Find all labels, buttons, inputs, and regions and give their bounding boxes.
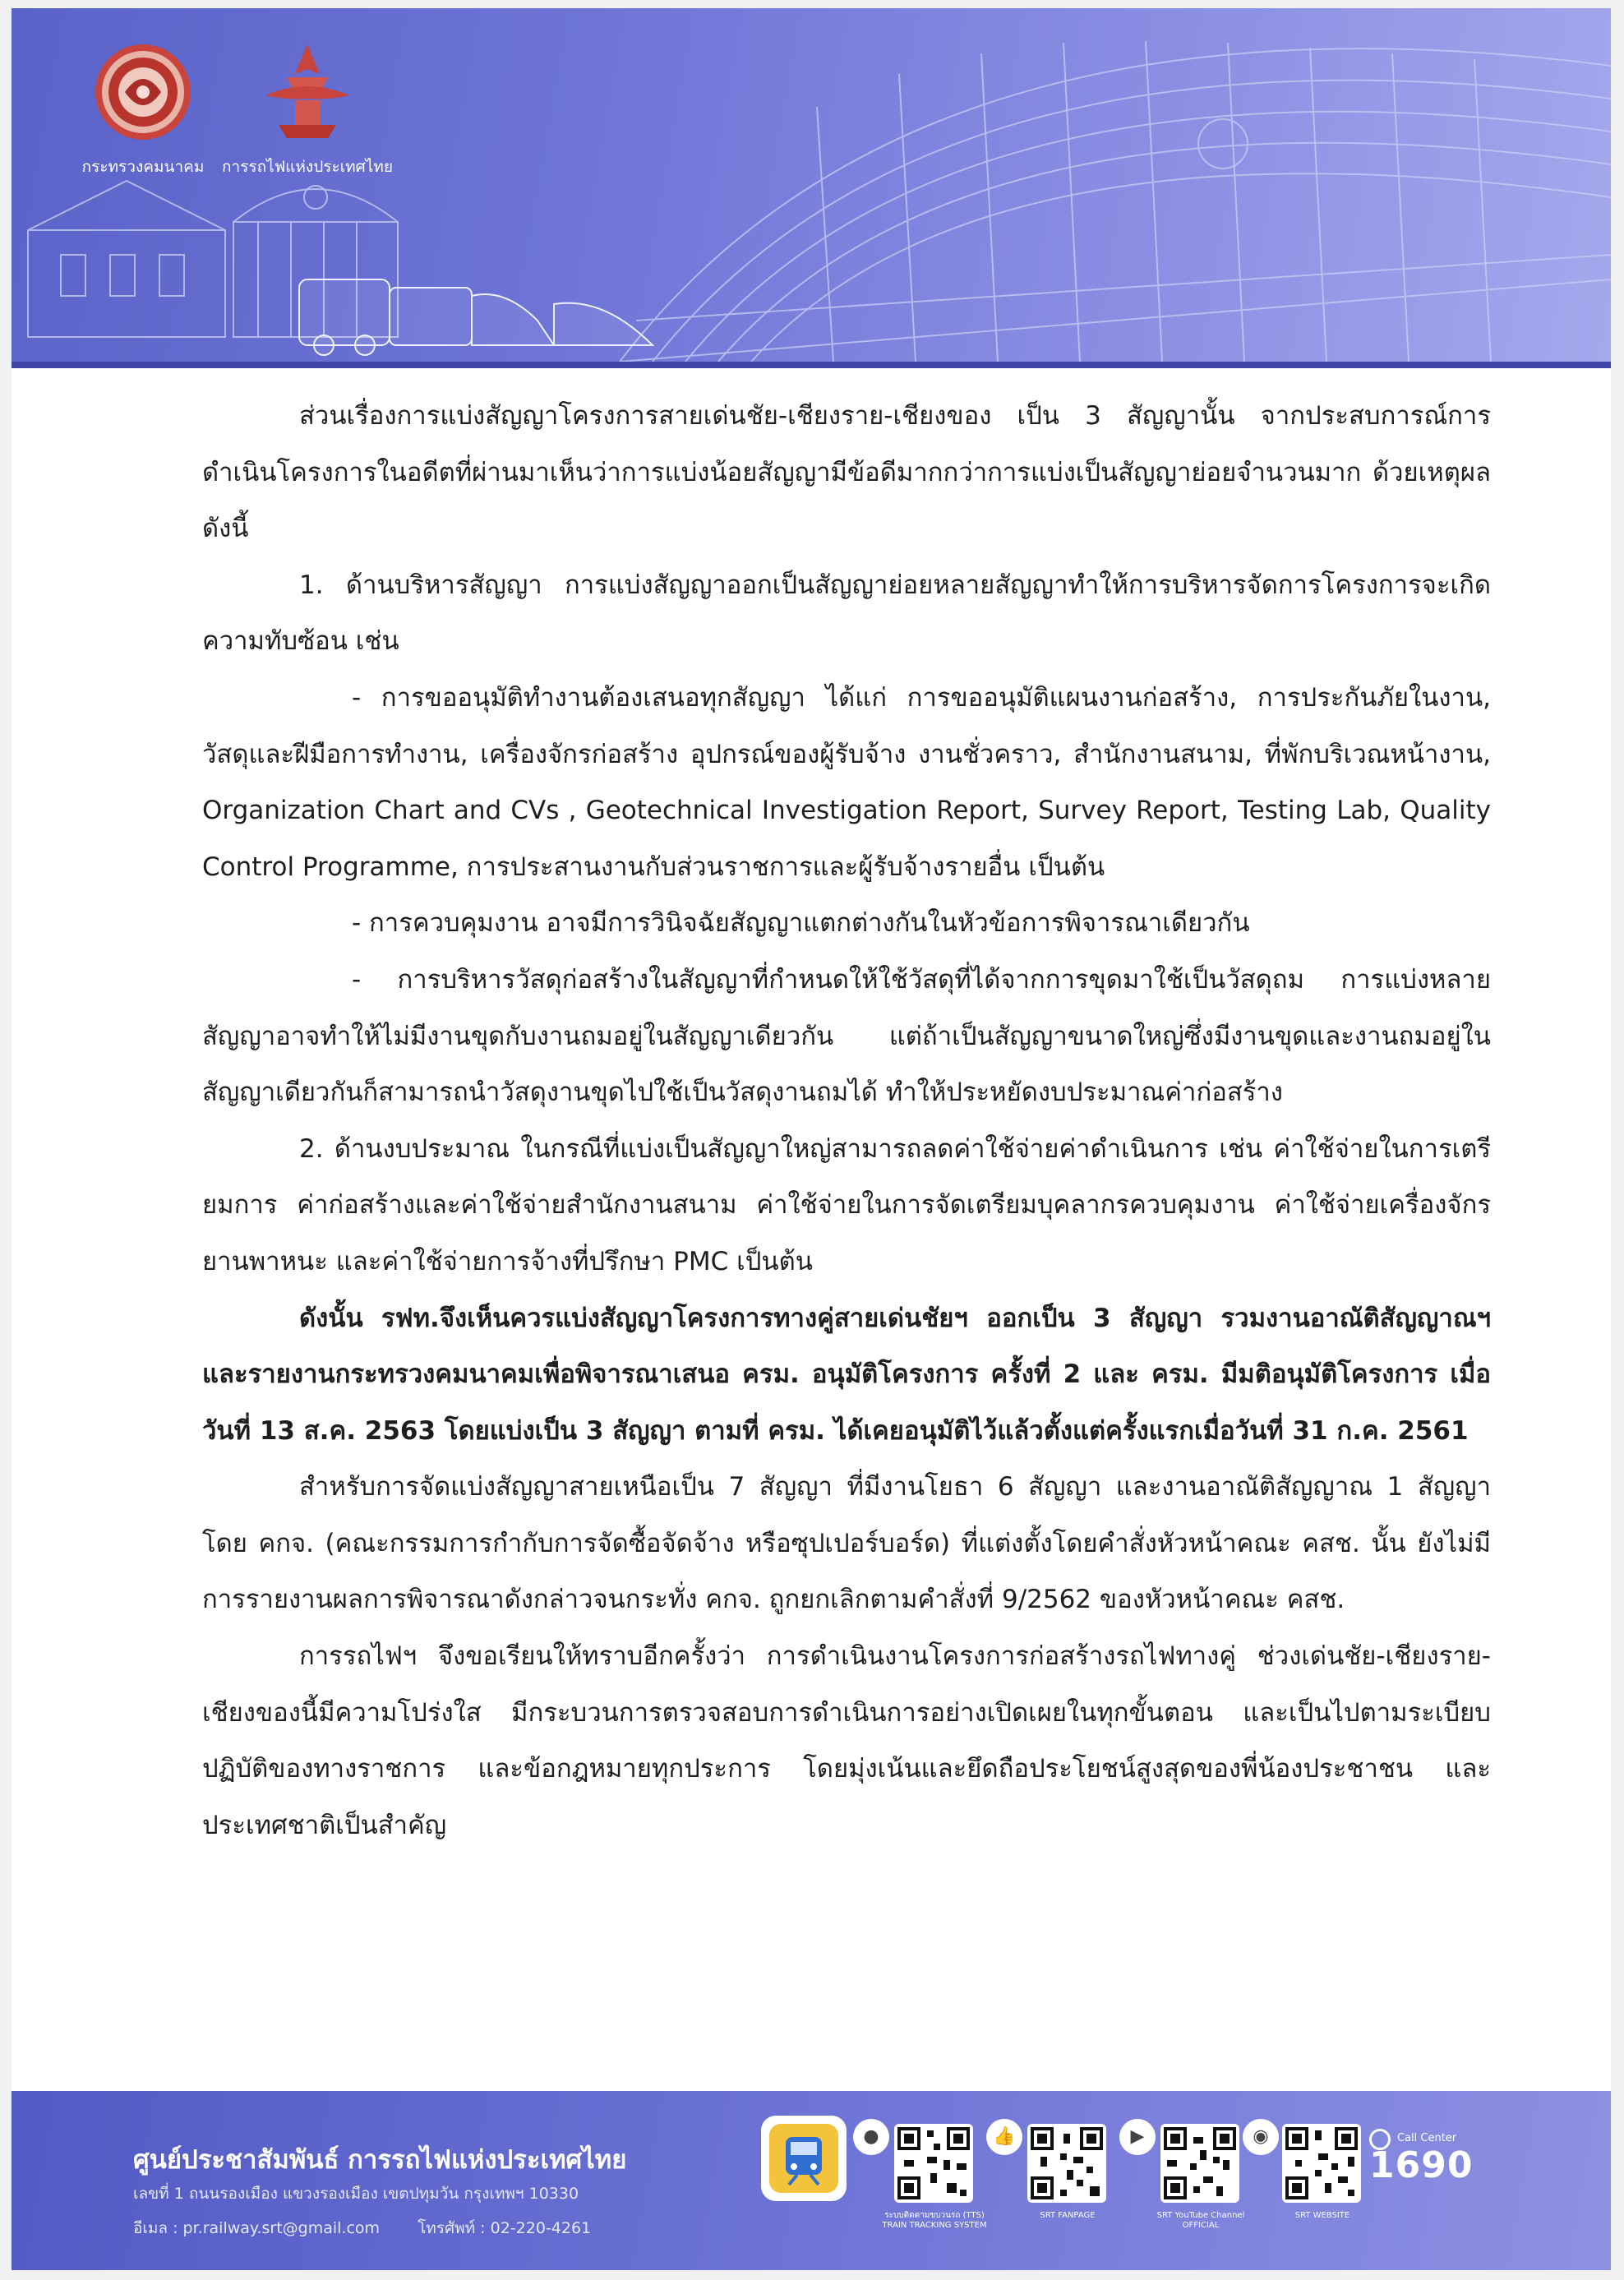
bullet-supervision: - การควบคุมงาน อาจมีการวินิจฉัยสัญญาแตกต่างกันในหัวข้อการพิจารณาเดียวกัน <box>352 908 1250 939</box>
call-center-number: 1690 <box>1369 2144 1474 2186</box>
qr-caption-youtube: SRT YouTube Channel OFFICIAL <box>1156 2211 1245 2230</box>
footer-phone: โทรศัพท์ : 02-220-4261 <box>418 2219 592 2237</box>
ministry-caption: กระทรวงคมนาคม <box>81 158 205 176</box>
call-center[interactable] <box>1369 2132 1473 2186</box>
footer-banner <box>12 2091 1611 2270</box>
footer-title: ศูนย์ประชาสัมพันธ์ การรถไฟแห่งประเทศไทย <box>133 2145 627 2175</box>
footer-address: เลขที่ 1 ถนนรองเมือง แขวงรองเมือง เขตปทุมวัน กรุงเทพฯ 10330 <box>133 2185 579 2203</box>
paragraph-northern-line: สำหรับการจัดแบ่งสัญญาสายเหนือเป็น 7 สัญญา ที่มีงานโยธา 6 สัญญา และงานอาณัติสัญญาณ 1 สัญญา โดย คกจ. (คณะกรรมการกำกับการจัดซื้อจัดจ้าง หรือซุปเปอร์บอร์ด) ที่แต่งตั้งโดยคำสั่งหัวหน้าคณะ คสช. นั้น ยังไม่มีการรายงานผลการพิจารณาดังกล่าวจนกระทั่ง คกจ. ถูกยกเลิกตามคำสั่งที่ 9/2562 ของหัวหน้าคณะ คสช. <box>202 1472 1491 1615</box>
qr-code-icon <box>894 2124 973 2203</box>
qr-code-icon <box>1282 2124 1361 2203</box>
footer-email[interactable]: อีเมล : pr.railway.srt@gmail.com <box>133 2219 381 2237</box>
paragraph-closing: การรถไฟฯ จึงขอเรียนให้ทราบอีกครั้งว่า การดำเนินงานโครงการก่อสร้างรถไฟทางคู่ ช่วงเด่นชัย-เชียงราย-เชียงของนี้มีความโปร่งใส มีกระบวนการตรวจสอบการดำเนินการอย่างเปิดเผยในทุกขั้นตอน และเป็นไปตามระเบียบปฏิบัติของทางราชการ และข้อกฎหมายทุกประการ โดยมุ่งเน้นและยึดถือประโยชน์สูงสุดของพี่น้องประชาชน และประเทศชาติเป็นสำคัญ <box>202 1641 1491 1840</box>
conclusion-bold-text: ดังนั้น รฟท.จึงเห็นควรแบ่งสัญญาโครงการทางคู่สายเด่นชัยฯ ออกเป็น 3 สัญญา รวมงานอาณัติสัญญาณฯ และรายงานกระทรวงคมนาคมเพื่อพิจารณาเสนอ ครม. อนุมัติโครงการ ครั้งที่ 2 และ ครม. มีมติอนุมัติโครงการ เมื่อวันที่ 13 ส.ค. 2563 โดยแบ่งเป็น 3 สัญญา ตามที่ ครม. ได้เคยอนุมัติไว้แล้วตั้งแต่ครั้งแรกเมื่อวันที่ 31 ก.ค. 2561 <box>202 1303 1491 1446</box>
paragraph-intro: ส่วนเรื่องการแบ่งสัญญาโครงการสายเด่นชัย-เชียงราย-เชียงของ เป็น 3 สัญญานั้น จากประสบการณ์การดำเนินโครงการในอดีตที่ผ่านมาเห็นว่าการแบ่งน้อยสัญญามีข้อดีมากกว่าการแบ่งเป็นสัญญาย่อยจำนวนมาก ด้วยเหตุผลดังนี้ <box>202 401 1491 544</box>
bullet-approvals: - การขออนุมัติทำงานต้องเสนอทุกสัญญา ได้แก่ การขออนุมัติแผนงานก่อสร้าง, การประกันภัยในงาน, วัสดุและฝีมือการทำงาน, เครื่องจักรก่อสร้าง อุปกรณ์ของผู้รับจ้าง งานชั่วคราว, สำนักงานสนาม, ที่พักบริเวณหน้างาน, Organization Chart and CVs , Geotechnical Investigation Report, Survey Report, Testing Lab, Quality Control Programme, การประสานงานกับส่วนราชการและผู้รับจ้างรายอื่น เป็นต้น <box>202 682 1491 882</box>
bullet-materials: - การบริหารวัสดุก่อสร้างในสัญญาที่กำหนดให้ใช้วัสดุที่ได้จากการขุดมาใช้เป็นวัสดุถม การแบ่งหลายสัญญาอาจทำให้ไม่มีงานขุดกับงานถมอยู่ในสัญญาเดียวกัน แต่ถ้าเป็นสัญญาขนาดใหญ่ซึ่งมีงานขุดและงานถมอยู่ในสัญญาเดียวกันก็สามารถนำวัสดุงานขุดไปใช้เป็นวัสดุงานถมได้ ทำให้ประหยัดงบประมาณค่าก่อสร้าง <box>202 964 1491 1108</box>
qr-code-fanpage[interactable] <box>1027 2124 1106 2203</box>
footer-contact <box>133 2216 624 2241</box>
website-icon: ◉ <box>1243 2119 1279 2155</box>
qr-caption-tracking: ระบบติดตามขบวนรถ (TTS) TRAIN TRACKING SYSTEM <box>882 2211 987 2230</box>
header-divider <box>12 362 1611 368</box>
ministry-seal-icon <box>92 41 194 143</box>
qr-code-youtube[interactable] <box>1160 2124 1239 2203</box>
qr-code-tracking[interactable] <box>894 2124 973 2203</box>
qr-caption-fanpage: SRT FANPAGE <box>1040 2211 1096 2220</box>
srt-badge-icon: ● <box>853 2119 889 2155</box>
qr-code-icon <box>1027 2124 1106 2203</box>
phone-icon <box>1369 2129 1391 2150</box>
train-app-icon[interactable] <box>761 2116 847 2201</box>
paragraph-conclusion <box>202 1290 1491 1460</box>
letter-body <box>202 388 1491 1853</box>
youtube-icon: ▶ <box>1119 2119 1156 2155</box>
qr-caption-website: SRT WEBSITE <box>1294 2211 1350 2220</box>
header-banner <box>12 8 1611 362</box>
qr-code-icon <box>1160 2124 1239 2203</box>
call-center-label: Call Center <box>1397 2132 1457 2144</box>
train-icon <box>761 2116 847 2201</box>
like-icon: 👍 <box>986 2119 1022 2155</box>
srt-caption: การรถไฟแห่งประเทศไทย <box>222 158 393 176</box>
list-item-contract-management: 1. ด้านบริหารสัญญา การแบ่งสัญญาออกเป็นสัญญาย่อยหลายสัญญาทำให้การบริหารจัดการโครงการจะเกิดความทับซ้อน เช่น <box>202 570 1491 657</box>
srt-emblem-icon <box>262 41 353 143</box>
ministry-logo-block <box>61 41 225 179</box>
qr-code-website[interactable] <box>1282 2124 1361 2203</box>
srt-logo-block <box>209 41 406 179</box>
document-page <box>12 8 1611 2270</box>
list-item-budget: 2. ด้านงบประมาณ ในกรณีที่แบ่งเป็นสัญญาใหญ่สามารถลดค่าใช้จ่ายค่าดำเนินการ เช่น ค่าใช้จ่ายในการเตรียมการ ค่าก่อสร้างและค่าใช้จ่ายสำนักงานสนาม ค่าใช้จ่ายในการจัดเตรียมบุคลากรควบคุมงาน ค่าใช้จ่ายเครื่องจักร ยานพาหนะ และค่าใช้จ่ายการจ้างที่ปรึกษา PMC เป็นต้น <box>202 1133 1491 1276</box>
